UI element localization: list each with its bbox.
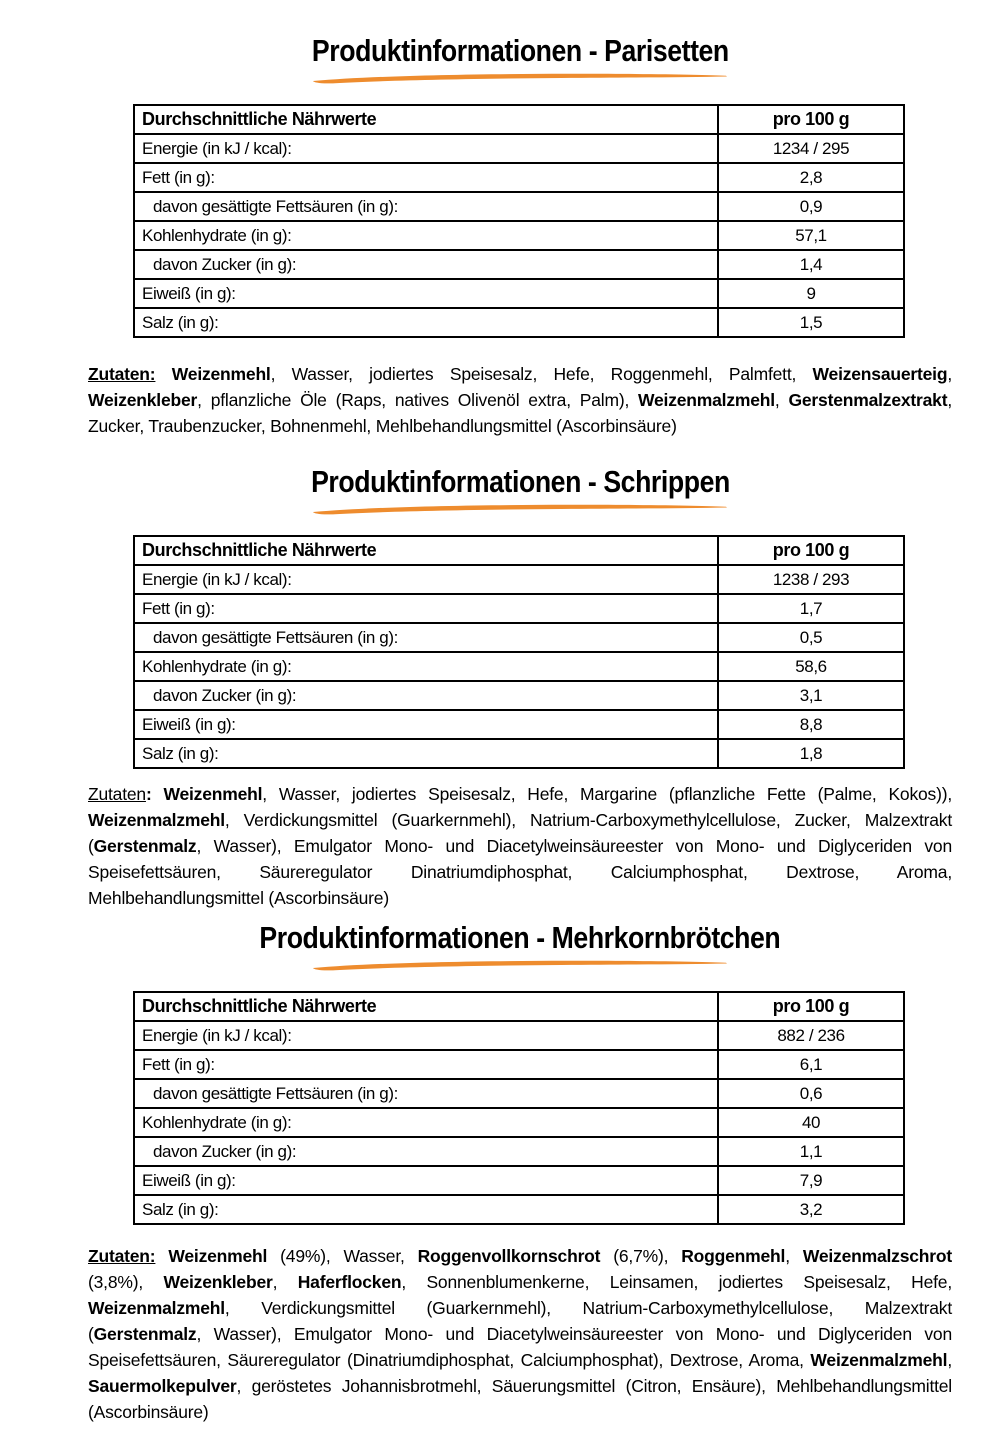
nutrient-label: Salz (in g):: [134, 308, 718, 337]
nutrient-label: Energie (in kJ / kcal):: [134, 134, 718, 163]
ingredient-text: , Verdickungsmittel (Guarkernmehl), Natrium-Carboxymethylcellulose, Zucker, Malzextrakt (: [88, 810, 952, 856]
ingredients-label: Zutaten:: [88, 1246, 156, 1266]
per-100g-column-header: pro 100 g: [718, 105, 904, 134]
table-row: [134, 279, 904, 308]
ingredient-text: Haferflocken: [297, 1272, 402, 1292]
nutrient-value: 9: [718, 279, 904, 308]
ingredients-label: Zutaten:: [88, 364, 156, 384]
ingredient-text: ,: [785, 1246, 803, 1266]
nutrient-value: 7,9: [718, 1166, 904, 1195]
nutrient-label: Salz (in g):: [134, 739, 718, 768]
table-row: [134, 739, 904, 768]
table-header-row: [134, 105, 904, 134]
brush-stroke-icon: [311, 502, 729, 516]
ingredient-text: Weizenmalzmehl: [88, 810, 225, 830]
nutrient-label: Kohlenhydrate (in g):: [134, 221, 718, 250]
nutrient-label: Eiweiß (in g):: [134, 710, 718, 739]
brush-stroke-icon: [311, 958, 729, 972]
page-title: [88, 34, 952, 68]
section-mehrkornbroetchen: [88, 921, 952, 1425]
ingredient-text: Weizenkleber: [163, 1272, 273, 1292]
nutrition-table-mehrkornbroetchen: [133, 991, 905, 1225]
table-row: [134, 221, 904, 250]
page-title-text: Produktinformationen - Schrippen: [310, 464, 730, 499]
nutrient-label: Eiweiß (in g):: [134, 1166, 718, 1195]
table-row: [134, 163, 904, 192]
ingredient-text: Weizenmehl: [168, 1246, 268, 1266]
nutrients-column-header: Durchschnittliche Nährwerte: [134, 105, 718, 134]
table-row: [134, 250, 904, 279]
nutrient-label: Energie (in kJ / kcal):: [134, 1021, 718, 1050]
ingredient-text: Weizenmehl: [171, 364, 271, 384]
nutrients-column-header: Durchschnittliche Nährwerte: [134, 992, 718, 1021]
table-row: [134, 1166, 904, 1195]
table-row: [134, 134, 904, 163]
ingredient-text: [155, 364, 171, 384]
nutrient-value: 1,7: [718, 594, 904, 623]
table-row: [134, 1079, 904, 1108]
table-row: [134, 1137, 904, 1166]
nutrient-value: 2,8: [718, 163, 904, 192]
nutrient-value: 40: [718, 1108, 904, 1137]
page-title-text: Produktinformationen - Mehrkornbrötchen: [259, 920, 781, 955]
ingredient-text: [155, 1246, 168, 1266]
nutrient-value: 0,5: [718, 623, 904, 652]
per-100g-column-header: pro 100 g: [718, 536, 904, 565]
section-parisetten: [88, 34, 952, 439]
table-row: [134, 652, 904, 681]
nutrition-table-parisetten: [133, 104, 905, 338]
table-header-row: [134, 536, 904, 565]
ingredient-text: (49%), Wasser,: [267, 1246, 418, 1266]
per-100g-column-header: pro 100 g: [718, 992, 904, 1021]
nutrients-column-header: Durchschnittliche Nährwerte: [134, 536, 718, 565]
ingredient-text: , Wasser), Emulgator Mono- und Diacetylweinsäureester von Mono- und Diglyceriden von Speisefettsäuren, Säureregulator Dinatriumdiphosphat, Calciumphosphat, Dextrose, Aroma, Mehlbehandlungsmittel (Ascorbinsäure): [88, 836, 952, 908]
nutrient-label: davon Zucker (in g):: [134, 681, 718, 710]
nutrient-value: 0,6: [718, 1079, 904, 1108]
ingredient-text: :: [145, 784, 164, 804]
ingredient-text: Weizenkleber: [88, 390, 198, 410]
ingredient-text: ,: [947, 1350, 952, 1370]
ingredient-text: , Wasser, jodiertes Speisesalz, Hefe, Margarine (pflanzliche Fette (Palme, Kokos)),: [262, 784, 952, 804]
nutrient-label: Kohlenhydrate (in g):: [134, 1108, 718, 1137]
nutrient-label: Eiweiß (in g):: [134, 279, 718, 308]
table-row: [134, 1050, 904, 1079]
table-header-row: [134, 992, 904, 1021]
table-row: [134, 1108, 904, 1137]
nutrient-value: 1234 / 295: [718, 134, 904, 163]
nutrient-value: 0,9: [718, 192, 904, 221]
ingredient-text: Weizenmalzmehl: [638, 390, 775, 410]
nutrient-value: 8,8: [718, 710, 904, 739]
table-row: [134, 192, 904, 221]
ingredient-text: , Wasser), Emulgator Mono- und Diacetylweinsäureester von Mono- und Diglyceriden von Speisefettsäuren, Säureregulator (Dinatriumdiphosphat, Calciumphosphat), Dextrose, Aroma,: [88, 1324, 952, 1370]
title-underline-swoosh: [88, 71, 952, 85]
table-row: [134, 594, 904, 623]
ingredient-text: (3,8%),: [88, 1272, 164, 1292]
nutrient-value: 1,8: [718, 739, 904, 768]
ingredient-text: , Wasser, jodiertes Speisesalz, Hefe, Roggenmehl, Palmfett,: [270, 364, 813, 384]
ingredient-text: Weizenmalzschrot: [802, 1246, 952, 1266]
ingredient-text: ,: [947, 364, 952, 384]
section-schrippen: [88, 465, 952, 911]
nutrient-value: 882 / 236: [718, 1021, 904, 1050]
nutrient-value: 1,4: [718, 250, 904, 279]
nutrient-value: 3,2: [718, 1195, 904, 1224]
ingredient-text: Weizenmehl: [163, 784, 263, 804]
title-underline-swoosh: [88, 502, 952, 516]
nutrient-value: 58,6: [718, 652, 904, 681]
nutrient-value: 57,1: [718, 221, 904, 250]
nutrient-label: Salz (in g):: [134, 1195, 718, 1224]
nutrient-label: davon gesättigte Fettsäuren (in g):: [134, 623, 718, 652]
title-underline-swoosh: [88, 958, 952, 972]
ingredient-text: Gerstenmalzextrakt: [788, 390, 948, 410]
nutrient-value: 1238 / 293: [718, 565, 904, 594]
ingredient-text: ,: [272, 1272, 298, 1292]
ingredient-text: ,: [774, 390, 789, 410]
table-row: [134, 1195, 904, 1224]
nutrient-label: Fett (in g):: [134, 163, 718, 192]
page-title-text: Produktinformationen - Parisetten: [311, 33, 729, 68]
ingredient-text: Sauermolkepulver: [88, 1376, 237, 1396]
ingredient-text: Weizensauerteig: [812, 364, 948, 384]
ingredient-text: Roggenmehl: [681, 1246, 786, 1266]
nutrient-label: davon gesättigte Fettsäuren (in g):: [134, 1079, 718, 1108]
ingredients-paragraph-mehrkornbroetchen: [88, 1243, 952, 1425]
ingredients-paragraph-parisetten: [88, 361, 952, 439]
table-row: [134, 1021, 904, 1050]
ingredients-paragraph-schrippen: [88, 781, 952, 911]
nutrient-label: davon Zucker (in g):: [134, 1137, 718, 1166]
brush-stroke-icon: [311, 71, 729, 85]
page-title: [88, 465, 952, 499]
ingredient-text: , Zucker, Traubenzucker, Bohnenmehl, Mehlbehandlungsmittel (Ascorbinsäure): [88, 390, 952, 436]
table-row: [134, 710, 904, 739]
ingredient-text: Gerstenmalz: [93, 836, 197, 856]
ingredient-text: Weizenmalzmehl: [88, 1298, 225, 1318]
nutrient-label: davon gesättigte Fettsäuren (in g):: [134, 192, 718, 221]
ingredient-text: (6,7%),: [600, 1246, 682, 1266]
table-row: [134, 681, 904, 710]
table-row: [134, 308, 904, 337]
ingredient-text: Gerstenmalz: [93, 1324, 197, 1344]
nutrient-value: 1,1: [718, 1137, 904, 1166]
ingredient-text: Weizenmalzmehl: [810, 1350, 948, 1370]
nutrient-value: 1,5: [718, 308, 904, 337]
nutrient-value: 3,1: [718, 681, 904, 710]
nutrient-label: Fett (in g):: [134, 594, 718, 623]
nutrient-label: Fett (in g):: [134, 1050, 718, 1079]
nutrient-label: Kohlenhydrate (in g):: [134, 652, 718, 681]
table-row: [134, 565, 904, 594]
ingredient-text: , pflanzliche Öle (Raps, natives Olivenöl extra, Palm),: [197, 390, 638, 410]
ingredient-text: , Verdickungsmittel (Guarkernmehl), Natrium-Carboxymethylcellulose, Malzextrakt (: [88, 1298, 952, 1344]
nutrition-table-schrippen: [133, 535, 905, 769]
nutrient-label: Energie (in kJ / kcal):: [134, 565, 718, 594]
page-title: [88, 921, 952, 955]
nutrient-label: davon Zucker (in g):: [134, 250, 718, 279]
ingredient-text: Roggenvollkornschrot: [417, 1246, 601, 1266]
ingredients-label: Zutaten: [88, 784, 146, 804]
nutrient-value: 6,1: [718, 1050, 904, 1079]
ingredient-text: , Sonnenblumenkerne, Leinsamen, jodiertes Speisesalz, Hefe,: [401, 1272, 952, 1292]
ingredient-text: , geröstetes Johannisbrotmehl, Säuerungsmittel (Citron, Ensäure), Mehlbehandlungsmittel (Ascorbinsäure): [88, 1376, 952, 1422]
table-row: [134, 623, 904, 652]
